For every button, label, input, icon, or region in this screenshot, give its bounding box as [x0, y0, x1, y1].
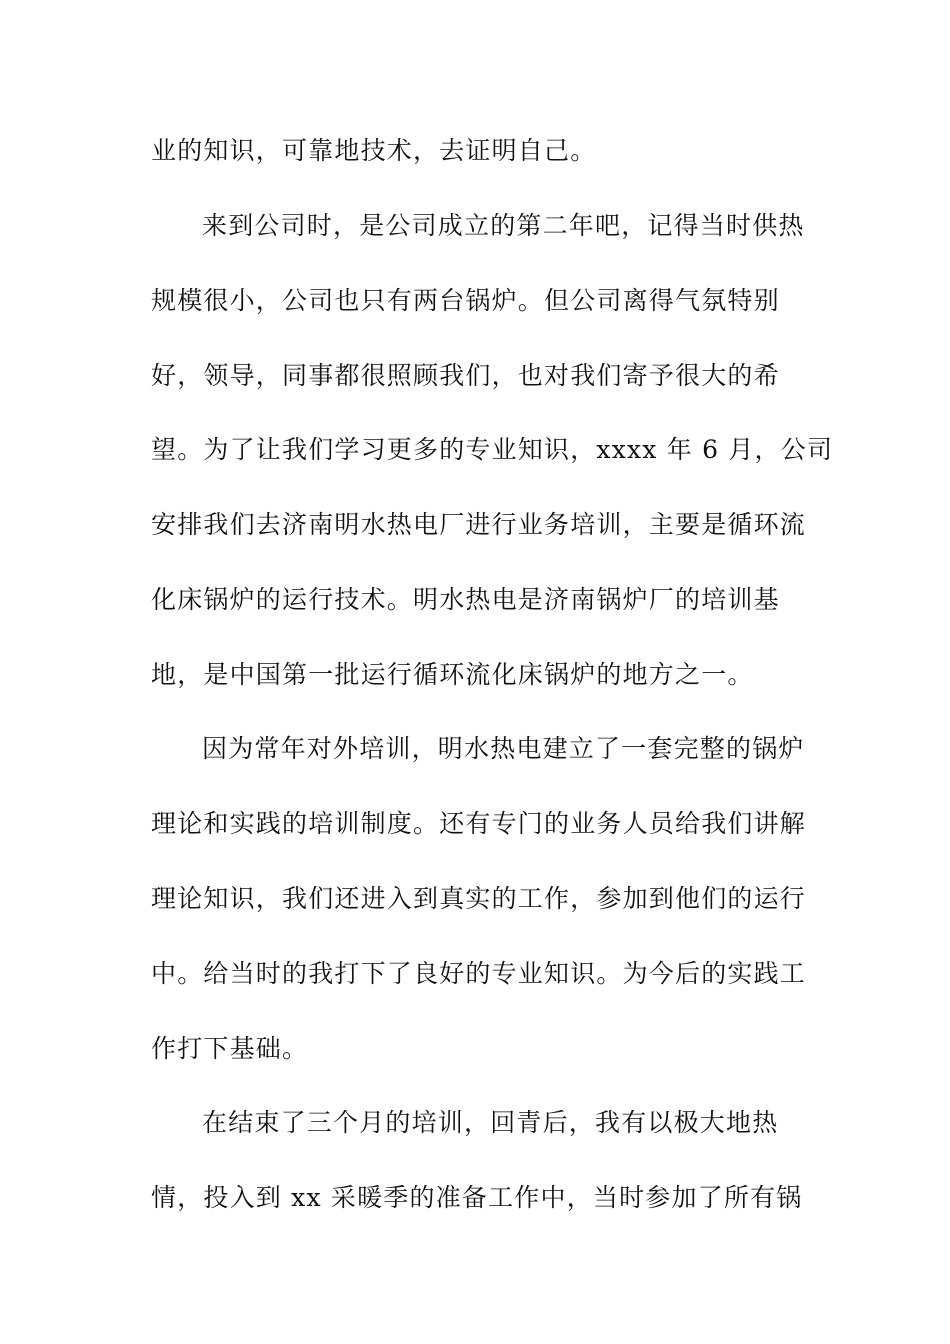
text-line: 中。给当时的我打下了良好的专业知识。为今后的实践工	[151, 959, 807, 988]
paragraph-first-line: 因为常年对外培训，明水热电建立了一套完整的锅炉	[202, 734, 805, 763]
text-line: 规模很小，公司也只有两台锅炉。但公司离得气氛特别	[151, 286, 780, 315]
text-line: 好，领导，同事都很照顾我们，也对我们寄予很大的希	[151, 361, 780, 390]
text-line: 安排我们去济南明水热电厂进行业务培训，主要是循环流	[151, 510, 807, 539]
text-line: 作打下基础。	[151, 1034, 309, 1063]
paragraph-first-line: 在结束了三个月的培训，回青后，我有以极大地热	[202, 1108, 779, 1137]
text-line: 望。为了让我们学习更多的专业知识，xxxx 年 6 月，公司	[151, 435, 834, 464]
text-line: 理论和实践的培训制度。还有专门的业务人员给我们讲解	[151, 809, 807, 838]
paragraph-first-line: 来到公司时，是公司成立的第二年吧，记得当时供热	[202, 211, 805, 240]
text-line: 地，是中国第一批运行循环流化床锅炉的地方之一。	[151, 660, 754, 689]
text-line: 化床锅炉的运行技术。明水热电是济南锅炉厂的培训基	[151, 585, 780, 614]
text-line: 情，投入到 xx 采暖季的准备工作中，当时参加了所有锅	[151, 1183, 803, 1212]
text-line: 业的知识，可靠地技术，去证明自己。	[151, 136, 597, 165]
text-line: 理论知识，我们还进入到真实的工作，参加到他们的运行	[151, 884, 807, 913]
